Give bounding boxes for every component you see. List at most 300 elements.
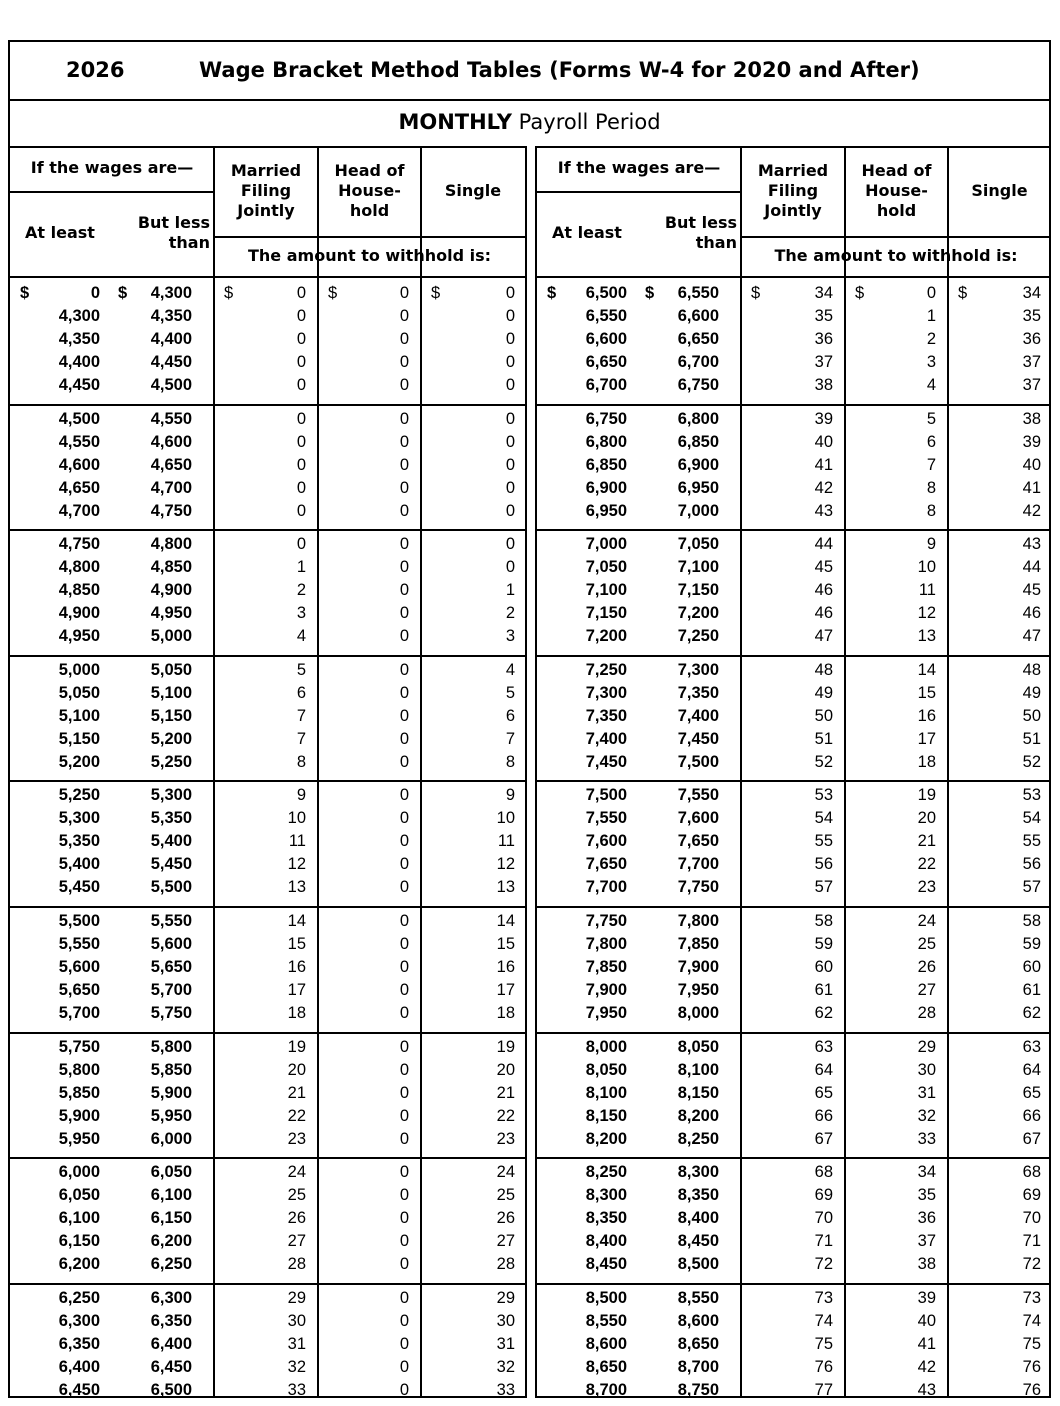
single-amount: 74 — [1022, 1311, 1041, 1330]
but-less-value: 5,250 — [150, 752, 192, 771]
but-less-value: 5,800 — [150, 1037, 192, 1056]
hoh-amount: 2 — [926, 330, 936, 348]
hoh-amount: 0 — [399, 1232, 409, 1251]
mfj-amount: 0 — [296, 501, 306, 520]
hoh-amount: 18 — [917, 752, 936, 771]
at-least-value: 0 — [90, 284, 100, 302]
hoh-amount: 39 — [917, 1288, 936, 1307]
single-amount: 44 — [1022, 558, 1041, 577]
at-least-value: 6,450 — [58, 1380, 100, 1399]
hoh-amount: 0 — [399, 627, 409, 646]
but-less-value: 7,400 — [677, 706, 719, 725]
hoh-amount: 0 — [399, 353, 409, 371]
but-less-value: 4,450 — [150, 353, 192, 371]
hoh-amount: 8 — [926, 501, 936, 520]
but-less-value: 8,750 — [677, 1380, 719, 1399]
mfj-amount: 53 — [814, 786, 833, 805]
but-less-value: 5,000 — [150, 627, 192, 646]
mfj-amount: 60 — [814, 958, 833, 976]
but-less-value: 7,100 — [677, 558, 719, 577]
single-amount: 66 — [1022, 1106, 1041, 1125]
single-amount: 16 — [496, 958, 515, 976]
hoh-amount: 0 — [399, 558, 409, 577]
but-less-value: 6,300 — [150, 1288, 192, 1307]
hoh-amount: 0 — [399, 1209, 409, 1228]
hoh-amount: 0 — [399, 1004, 409, 1022]
hoh-amount: 37 — [917, 1232, 936, 1251]
hoh-amount: 0 — [399, 660, 409, 679]
mfj-amount: 23 — [287, 1129, 306, 1148]
mfj-amount: 31 — [287, 1334, 306, 1353]
single-amount: 21 — [496, 1083, 515, 1102]
at-least-value: 8,450 — [585, 1255, 627, 1274]
mfj-amount: 69 — [814, 1186, 833, 1205]
hoh-amount: 17 — [917, 729, 936, 748]
hoh-amount: 0 — [399, 330, 409, 348]
but-less-value: 7,900 — [677, 958, 719, 976]
hoh-amount: 21 — [917, 832, 936, 851]
mfj-amount: 0 — [296, 455, 306, 474]
mfj-amount: 26 — [287, 1209, 306, 1228]
hoh-amount: 0 — [399, 455, 409, 474]
hoh-amount: 0 — [399, 409, 409, 428]
at-least-value: 4,400 — [58, 353, 100, 371]
single-amount: 25 — [496, 1186, 515, 1205]
at-least-value: 4,850 — [58, 581, 100, 600]
group-divider — [10, 529, 525, 531]
single-amount: 33 — [496, 1380, 515, 1399]
hoh-header: Head of House-hold — [334, 161, 405, 220]
at-least-value: 5,350 — [58, 832, 100, 851]
mfj-amount: 0 — [296, 432, 306, 451]
but-less-value: 6,000 — [150, 1129, 192, 1148]
mfj-amount: 11 — [288, 832, 306, 851]
hoh-amount: 0 — [399, 1186, 409, 1205]
single-amount: 52 — [1022, 752, 1041, 771]
withhold-header: The amount to withhold is: — [248, 246, 491, 265]
single-amount: 29 — [496, 1288, 515, 1307]
mfj-amount: 68 — [814, 1163, 833, 1182]
at-least-value: 6,250 — [58, 1288, 100, 1307]
single-amount: 7 — [505, 729, 515, 748]
but-less-value: 8,300 — [677, 1163, 719, 1182]
single-amount: 0 — [505, 501, 515, 520]
mfj-amount: 73 — [814, 1288, 833, 1307]
page-title: Wage Bracket Method Tables (Forms W-4 for 2020 and After) — [199, 58, 920, 82]
at-least-header: At least — [25, 223, 95, 242]
single-amount: 34 — [1022, 284, 1041, 302]
but-less-value: 4,750 — [150, 501, 192, 520]
mfj-amount: 28 — [287, 1255, 306, 1274]
at-least-value: 7,400 — [585, 729, 627, 748]
hoh-amount: 4 — [926, 376, 936, 394]
single-amount: 26 — [496, 1209, 515, 1228]
at-least-value: 7,150 — [585, 604, 627, 623]
but-less-value: 7,150 — [677, 581, 719, 600]
at-least-value: 8,400 — [585, 1232, 627, 1251]
at-least-value: 7,750 — [585, 912, 627, 930]
single-amount: 18 — [496, 1004, 515, 1022]
but-less-value: 4,700 — [150, 478, 192, 497]
mfj-amount: 67 — [814, 1129, 833, 1148]
hoh-amount: 0 — [399, 1060, 409, 1079]
at-least-value: 7,700 — [585, 878, 627, 897]
hoh-amount: 42 — [917, 1357, 936, 1376]
currency-symbol: $ — [958, 284, 968, 302]
mfj-amount: 3 — [296, 604, 306, 623]
single-amount: 15 — [496, 935, 515, 953]
but-less-value: 6,100 — [150, 1186, 192, 1205]
hoh-amount: 11 — [918, 581, 936, 600]
at-least-value: 5,100 — [58, 706, 100, 725]
group-divider — [10, 1283, 525, 1285]
mfj-amount: 7 — [296, 706, 306, 725]
hoh-amount: 3 — [926, 353, 936, 371]
mfj-amount: 76 — [814, 1357, 833, 1376]
withhold-header: The amount to withhold is: — [774, 246, 1018, 265]
mfj-amount: 62 — [814, 1004, 833, 1022]
single-amount: 50 — [1022, 706, 1041, 725]
single-amount: 69 — [1022, 1186, 1041, 1205]
single-amount: 24 — [496, 1163, 515, 1182]
mfj-amount: 14 — [287, 912, 306, 930]
single-amount: 41 — [1022, 478, 1041, 497]
hoh-amount: 32 — [917, 1106, 936, 1125]
single-amount: 68 — [1022, 1163, 1041, 1182]
mfj-amount: 43 — [814, 501, 833, 520]
mfj-amount: 0 — [296, 353, 306, 371]
hoh-amount: 31 — [917, 1083, 936, 1102]
mfj-header: Married Filing Jointly — [757, 161, 829, 220]
at-least-value: 6,850 — [585, 455, 627, 474]
but-less-value: 5,600 — [150, 935, 192, 953]
hoh-amount: 43 — [917, 1380, 936, 1399]
at-least-value: 4,750 — [58, 535, 100, 554]
single-amount: 31 — [496, 1334, 515, 1353]
mfj-amount: 50 — [814, 706, 833, 725]
mfj-amount: 38 — [814, 376, 833, 394]
mfj-amount: 2 — [296, 581, 306, 600]
but-less-value: 7,750 — [677, 878, 719, 897]
but-less-value: 7,650 — [677, 832, 719, 851]
single-amount: 27 — [496, 1232, 515, 1251]
hoh-amount: 36 — [917, 1209, 936, 1228]
group-divider — [537, 404, 1051, 406]
currency-symbol: $ — [645, 284, 655, 302]
at-least-value: 5,200 — [58, 752, 100, 771]
but-less-value: 4,900 — [150, 581, 192, 600]
hoh-amount: 30 — [917, 1060, 936, 1079]
hoh-amount: 15 — [917, 683, 936, 702]
at-least-value: 4,950 — [58, 627, 100, 646]
single-amount: 1 — [505, 581, 515, 600]
single-amount: 36 — [1022, 330, 1041, 348]
payroll-period-bold: MONTHLY — [398, 110, 512, 134]
single-amount: 56 — [1022, 855, 1041, 874]
header-bottom-line — [10, 276, 525, 278]
hoh-amount: 0 — [399, 935, 409, 953]
payroll-period-row — [10, 99, 1049, 148]
single-amount: 39 — [1022, 432, 1041, 451]
but-less-value: 6,400 — [150, 1334, 192, 1353]
group-divider — [10, 1032, 525, 1034]
at-least-value: 7,000 — [585, 535, 627, 554]
at-least-value: 6,300 — [58, 1311, 100, 1330]
right-table — [537, 146, 1051, 1398]
at-least-value: 4,500 — [58, 409, 100, 428]
but-less-value: 8,450 — [677, 1232, 719, 1251]
mfj-amount: 48 — [814, 660, 833, 679]
mfj-amount: 72 — [814, 1255, 833, 1274]
at-least-value: 5,800 — [58, 1060, 100, 1079]
but-less-value: 4,600 — [150, 432, 192, 451]
mfj-amount: 12 — [287, 855, 306, 874]
but-less-value: 6,200 — [150, 1232, 192, 1251]
but-less-value: 5,400 — [150, 832, 192, 851]
but-less-value: 8,700 — [677, 1357, 719, 1376]
hoh-amount: 0 — [399, 1357, 409, 1376]
hoh-amount: 0 — [399, 1037, 409, 1056]
single-amount: 6 — [505, 706, 515, 725]
title-row — [10, 42, 1049, 101]
at-least-value: 8,700 — [585, 1380, 627, 1399]
but-less-value: 6,750 — [677, 376, 719, 394]
single-amount: 0 — [505, 376, 515, 394]
table-year: 2026 — [66, 58, 125, 82]
header-divider — [10, 191, 214, 193]
but-less-value: 5,100 — [150, 683, 192, 702]
hoh-amount: 40 — [917, 1311, 936, 1330]
single-amount: 28 — [496, 1255, 515, 1274]
but-less-value: 8,150 — [677, 1083, 719, 1102]
but-less-value: 6,150 — [150, 1209, 192, 1228]
but-less-value: 7,050 — [677, 535, 719, 554]
currency-symbol: $ — [855, 284, 865, 302]
at-least-value: 5,550 — [58, 935, 100, 953]
at-least-value: 6,200 — [58, 1255, 100, 1274]
but-less-value: 5,450 — [150, 855, 192, 874]
hoh-amount: 0 — [399, 501, 409, 520]
mfj-amount: 16 — [287, 958, 306, 976]
at-least-value: 4,700 — [58, 501, 100, 520]
single-amount: 75 — [1022, 1334, 1041, 1353]
hoh-amount: 0 — [926, 284, 936, 302]
at-least-value: 4,900 — [58, 604, 100, 623]
mfj-amount: 65 — [814, 1083, 833, 1102]
mfj-amount: 18 — [287, 1004, 306, 1022]
but-less-value: 6,550 — [677, 284, 719, 302]
but-less-value: 6,650 — [677, 330, 719, 348]
but-less-value: 8,600 — [677, 1311, 719, 1330]
hoh-amount: 0 — [399, 912, 409, 930]
single-amount: 0 — [505, 558, 515, 577]
at-least-value: 6,800 — [585, 432, 627, 451]
mfj-amount: 57 — [814, 878, 833, 897]
at-least-value: 8,050 — [585, 1060, 627, 1079]
but-less-value: 6,600 — [677, 307, 719, 325]
group-divider — [10, 655, 525, 657]
single-amount: 72 — [1022, 1255, 1041, 1274]
but-less-value: 5,700 — [150, 981, 192, 999]
but-less-value: 7,700 — [677, 855, 719, 874]
but-less-value: 6,500 — [150, 1380, 192, 1399]
hoh-amount: 34 — [917, 1163, 936, 1182]
but-less-value: 7,300 — [677, 660, 719, 679]
but-less-value: 7,350 — [677, 683, 719, 702]
hoh-amount: 0 — [399, 1163, 409, 1182]
hoh-amount: 0 — [399, 855, 409, 874]
but-less-value: 5,900 — [150, 1083, 192, 1102]
but-less-value: 6,350 — [150, 1311, 192, 1330]
mfj-amount: 4 — [296, 627, 306, 646]
currency-symbol: $ — [328, 284, 338, 302]
mfj-amount: 49 — [814, 683, 833, 702]
at-least-value: 5,050 — [58, 683, 100, 702]
header-divider — [214, 236, 525, 238]
mfj-amount: 41 — [814, 455, 833, 474]
at-least-value: 6,600 — [585, 330, 627, 348]
mfj-amount: 39 — [814, 409, 833, 428]
single-amount: 59 — [1022, 935, 1041, 953]
single-amount: 32 — [496, 1357, 515, 1376]
group-divider — [537, 1032, 1051, 1034]
but-less-value: 5,500 — [150, 878, 192, 897]
single-amount: 2 — [505, 604, 515, 623]
hoh-amount: 0 — [399, 1129, 409, 1148]
hoh-amount: 0 — [399, 535, 409, 554]
mfj-amount: 56 — [814, 855, 833, 874]
but-less-value: 5,650 — [150, 958, 192, 976]
mfj-amount: 19 — [287, 1037, 306, 1056]
hoh-amount: 19 — [917, 786, 936, 805]
at-least-value: 5,500 — [58, 912, 100, 930]
mfj-amount: 37 — [814, 353, 833, 371]
mfj-amount: 0 — [296, 478, 306, 497]
single-amount: 4 — [505, 660, 515, 679]
currency-symbol: $ — [431, 284, 441, 302]
hoh-amount: 22 — [917, 855, 936, 874]
at-least-value: 7,950 — [585, 1004, 627, 1022]
hoh-amount: 13 — [917, 627, 936, 646]
at-least-value: 7,550 — [585, 809, 627, 828]
single-amount: 46 — [1022, 604, 1041, 623]
but-less-value: 5,850 — [150, 1060, 192, 1079]
hoh-amount: 0 — [399, 1288, 409, 1307]
mfj-amount: 8 — [296, 752, 306, 771]
but-less-header: But less than — [664, 213, 737, 252]
single-header: Single — [444, 181, 502, 200]
single-amount: 0 — [505, 409, 515, 428]
mfj-amount: 75 — [814, 1334, 833, 1353]
single-amount: 47 — [1022, 627, 1041, 646]
single-amount: 55 — [1022, 832, 1041, 851]
hoh-amount: 0 — [399, 981, 409, 999]
hoh-amount: 0 — [399, 958, 409, 976]
mfj-amount: 0 — [296, 535, 306, 554]
mfj-amount: 36 — [814, 330, 833, 348]
hoh-amount: 0 — [399, 683, 409, 702]
mfj-amount: 0 — [296, 409, 306, 428]
single-amount: 0 — [505, 353, 515, 371]
single-amount: 61 — [1022, 981, 1041, 999]
group-divider — [10, 780, 525, 782]
but-less-value: 5,350 — [150, 809, 192, 828]
mfj-amount: 59 — [814, 935, 833, 953]
at-least-value: 4,800 — [58, 558, 100, 577]
hoh-amount: 16 — [917, 706, 936, 725]
single-amount: 19 — [496, 1037, 515, 1056]
but-less-value: 6,800 — [677, 409, 719, 428]
but-less-value: 8,200 — [677, 1106, 719, 1125]
single-amount: 35 — [1022, 307, 1041, 325]
at-least-value: 5,900 — [58, 1106, 100, 1125]
at-least-value: 8,150 — [585, 1106, 627, 1125]
at-least-value: 5,000 — [58, 660, 100, 679]
mfj-amount: 71 — [814, 1232, 833, 1251]
single-amount: 53 — [1022, 786, 1041, 805]
single-amount: 3 — [505, 627, 515, 646]
mfj-amount: 13 — [287, 878, 306, 897]
group-divider — [10, 404, 525, 406]
hoh-amount: 41 — [917, 1334, 936, 1353]
hoh-amount: 0 — [399, 478, 409, 497]
hoh-amount: 0 — [399, 878, 409, 897]
but-less-value: 8,100 — [677, 1060, 719, 1079]
at-least-value: 7,500 — [585, 786, 627, 805]
but-less-value: 4,400 — [150, 330, 192, 348]
mfj-amount: 20 — [287, 1060, 306, 1079]
at-least-value: 6,500 — [585, 284, 627, 302]
single-amount: 58 — [1022, 912, 1041, 930]
single-amount: 62 — [1022, 1004, 1041, 1022]
but-less-value: 6,450 — [150, 1357, 192, 1376]
hoh-amount: 27 — [917, 981, 936, 999]
at-least-value: 7,800 — [585, 935, 627, 953]
but-less-value: 8,650 — [677, 1334, 719, 1353]
hoh-amount: 0 — [399, 786, 409, 805]
currency-symbol: $ — [224, 284, 234, 302]
mfj-amount: 24 — [287, 1163, 306, 1182]
mfj-amount: 74 — [814, 1311, 833, 1330]
at-least-value: 7,850 — [585, 958, 627, 976]
at-least-value: 5,950 — [58, 1129, 100, 1148]
at-least-value: 4,450 — [58, 376, 100, 394]
single-amount: 9 — [505, 786, 515, 805]
but-less-value: 8,550 — [677, 1288, 719, 1307]
single-amount: 0 — [505, 455, 515, 474]
mfj-amount: 7 — [296, 729, 306, 748]
but-less-value: 7,500 — [677, 752, 719, 771]
single-amount: 76 — [1022, 1357, 1041, 1376]
left-table — [10, 146, 525, 1398]
but-less-value: 6,900 — [677, 455, 719, 474]
single-amount: 0 — [505, 432, 515, 451]
hoh-amount: 0 — [399, 376, 409, 394]
group-divider — [10, 906, 525, 908]
but-less-value: 5,200 — [150, 729, 192, 748]
at-least-value: 7,650 — [585, 855, 627, 874]
but-less-value: 7,850 — [677, 935, 719, 953]
single-amount: 10 — [496, 809, 515, 828]
mfj-amount: 52 — [814, 752, 833, 771]
single-amount: 37 — [1022, 376, 1041, 394]
hoh-amount: 29 — [917, 1037, 936, 1056]
at-least-value: 8,000 — [585, 1037, 627, 1056]
hoh-amount: 38 — [917, 1255, 936, 1274]
but-less-value: 6,850 — [677, 432, 719, 451]
but-less-value: 8,250 — [677, 1129, 719, 1148]
hoh-amount: 24 — [917, 912, 936, 930]
